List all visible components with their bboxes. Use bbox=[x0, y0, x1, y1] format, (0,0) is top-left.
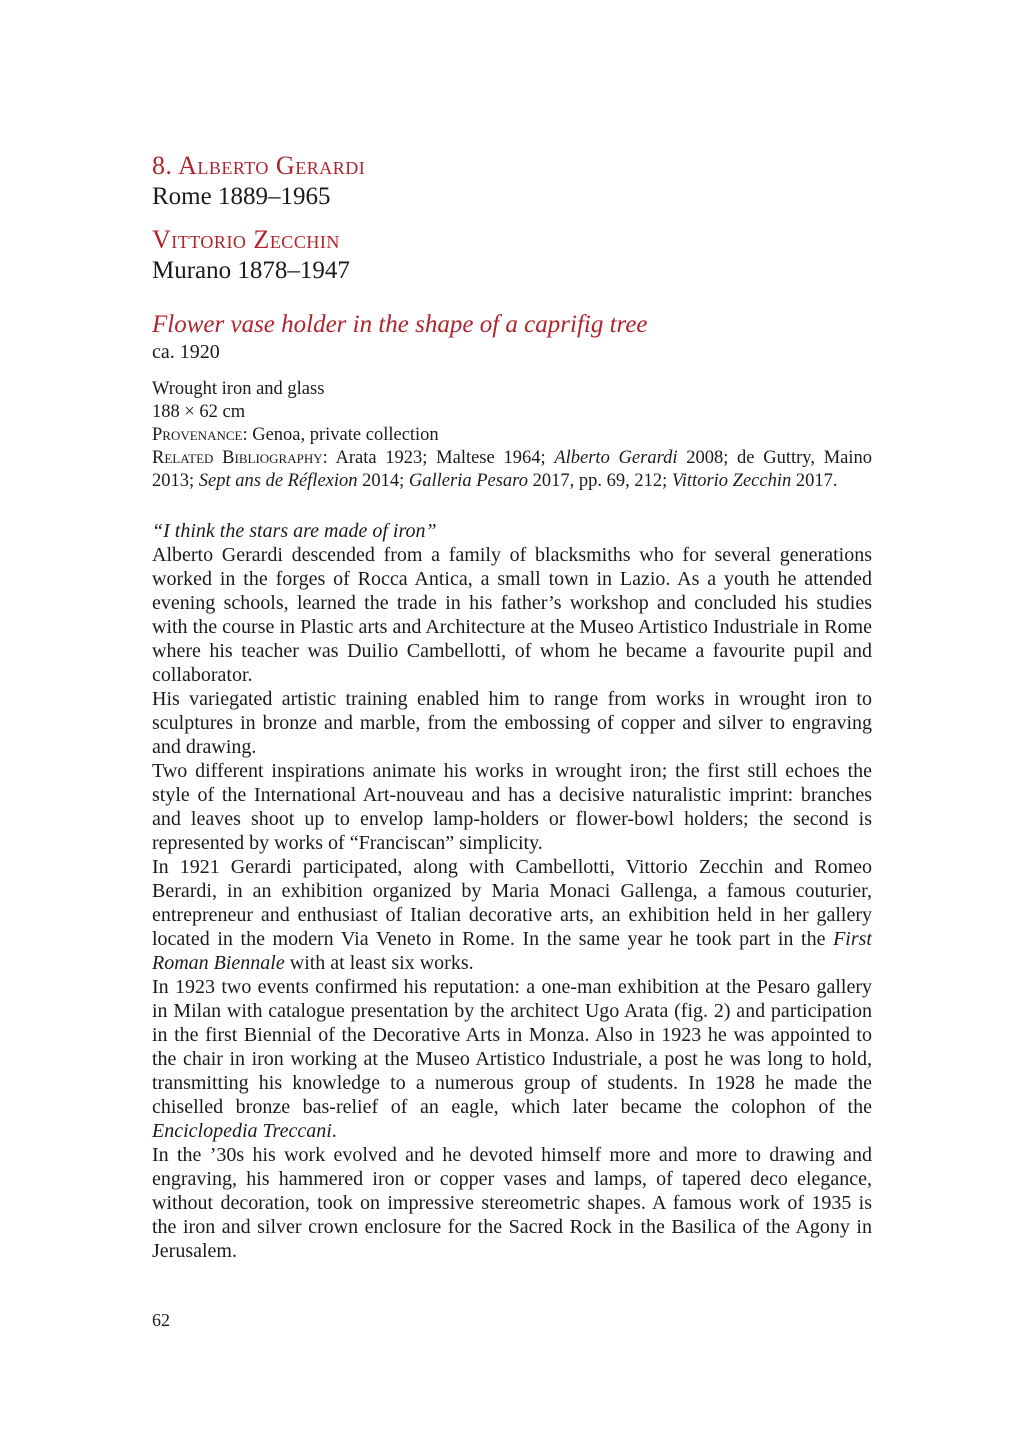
essay-paragraph: Two different inspirations animate his works in wrought iron; the first still echoes the style of the International Art-nouveau and has a decisive naturalistic imprint: branches and leaves shoot up to envelop lamp-holders or flower-bowl holders; the second is represented by works of “Franciscan” simplicity. bbox=[152, 760, 872, 854]
artist-block-zecchin bbox=[152, 224, 872, 286]
provenance-value: Genoa, private collection bbox=[252, 425, 439, 445]
provenance-label: Provenance: bbox=[152, 425, 248, 445]
essay-paragraph bbox=[152, 975, 872, 1143]
work-dimensions: 188 × 62 cm bbox=[152, 402, 246, 422]
paragraph-text: In 1921 Gerardi participated, along with Cambellotti, Vittorio Zecchin and Romeo Berardi, in an exhibition organized by Maria Monaci Gallenga, a famous couturier, entrepreneur and enthusiast of Italian decorative arts, an exhibition held in her gallery located in the modern Via Veneto in Rome. In the same year he took part in the bbox=[152, 856, 872, 950]
bibliography-text: 2017, pp. 69, 212; bbox=[527, 471, 672, 491]
bibliography-text: Arata 1923; Maltese 1964; bbox=[335, 448, 555, 468]
bibliography-title: Vittorio Zecchin bbox=[671, 471, 792, 491]
essay-paragraph bbox=[152, 855, 872, 975]
essay-heading: “I think the stars are made of iron” bbox=[152, 520, 437, 542]
provenance bbox=[152, 424, 872, 447]
work-medium: Wrought iron and glass bbox=[152, 379, 325, 399]
essay-paragraph: Alberto Gerardi descended from a family of blacksmiths who for several generations worked in the forges of Rocca Antica, a small town in Lazio. As a youth he attended evening schools, learned the trade in his father’s workshop and concluded his studies with the course in Plastic arts and Architecture at the Museo Artistico Industriale in Rome where his teacher was Duilio Cambellotti, of whom he became a favourite pupil and collaborator. bbox=[152, 544, 872, 686]
paragraph-text: . bbox=[331, 1120, 337, 1142]
artist-block-gerardi bbox=[152, 150, 872, 212]
bibliography-text: 2017. bbox=[791, 471, 838, 491]
exhibition-title: First Roman Biennale bbox=[152, 928, 872, 974]
paragraph-text: In 1923 two events confirmed his reputation: a one-man exhibition at the Pesaro gallery in Milan with catalogue presentation by the architect Ugo Arata (fig. 2) and participation in the first Biennial of the Decorative Arts in Monza. Also in 1923 he was appointed to the chair in iron working at the Museo Artistico Industriale, a post he was long to hold, transmitting his knowledge to a numerous group of students. In 1928 he made the chiselled bronze bas-relief of an eagle, which later became the colophon of the bbox=[152, 976, 872, 1118]
bibliography-title: Sept ans de Réflexion bbox=[198, 471, 358, 491]
artist-origin: Murano 1878–1947 bbox=[152, 257, 350, 284]
bibliography-text: 2014; bbox=[357, 471, 409, 491]
artist-name: Vittorio Zecchin bbox=[152, 225, 340, 254]
essay-paragraph: His variegated artistic training enabled him to range from works in wrought iron to sculptures in bronze and marble, from the embossing of copper and silver to engraving and drawing. bbox=[152, 688, 872, 758]
bibliography-title: Alberto Gerardi bbox=[554, 448, 678, 468]
artist-origin: Rome 1889–1965 bbox=[152, 183, 331, 210]
publication-title: Enciclopedia Treccani bbox=[152, 1120, 332, 1142]
paragraph-text: with at least six works. bbox=[284, 952, 474, 974]
bibliography-label: Related Bibliography: bbox=[152, 448, 328, 468]
work-date: ca. 1920 bbox=[152, 341, 220, 363]
bibliography-title: Galleria Pesaro bbox=[408, 471, 528, 491]
related-bibliography bbox=[152, 447, 872, 493]
work-title: Flower vase holder in the shape of a caprifig tree bbox=[152, 311, 648, 338]
catalogue-entry bbox=[152, 150, 872, 1263]
page-number: 62 bbox=[152, 1310, 170, 1330]
essay-paragraph: In the ’30s his work evolved and he devoted himself more and more to drawing and engraving, his hammered iron or copper vases and lamps, of tapered deco elegance, without decoration, took on impressive stereometric shapes. A famous work of 1935 is the iron and silver crown enclosure for the Sacred Rock in the Basilica of the Agony in Jerusalem. bbox=[152, 1144, 872, 1262]
artist-name: 8. Alberto Gerardi bbox=[152, 151, 366, 180]
bibliography-text: 2008; de Guttry, Maino 2013; bbox=[152, 448, 872, 491]
